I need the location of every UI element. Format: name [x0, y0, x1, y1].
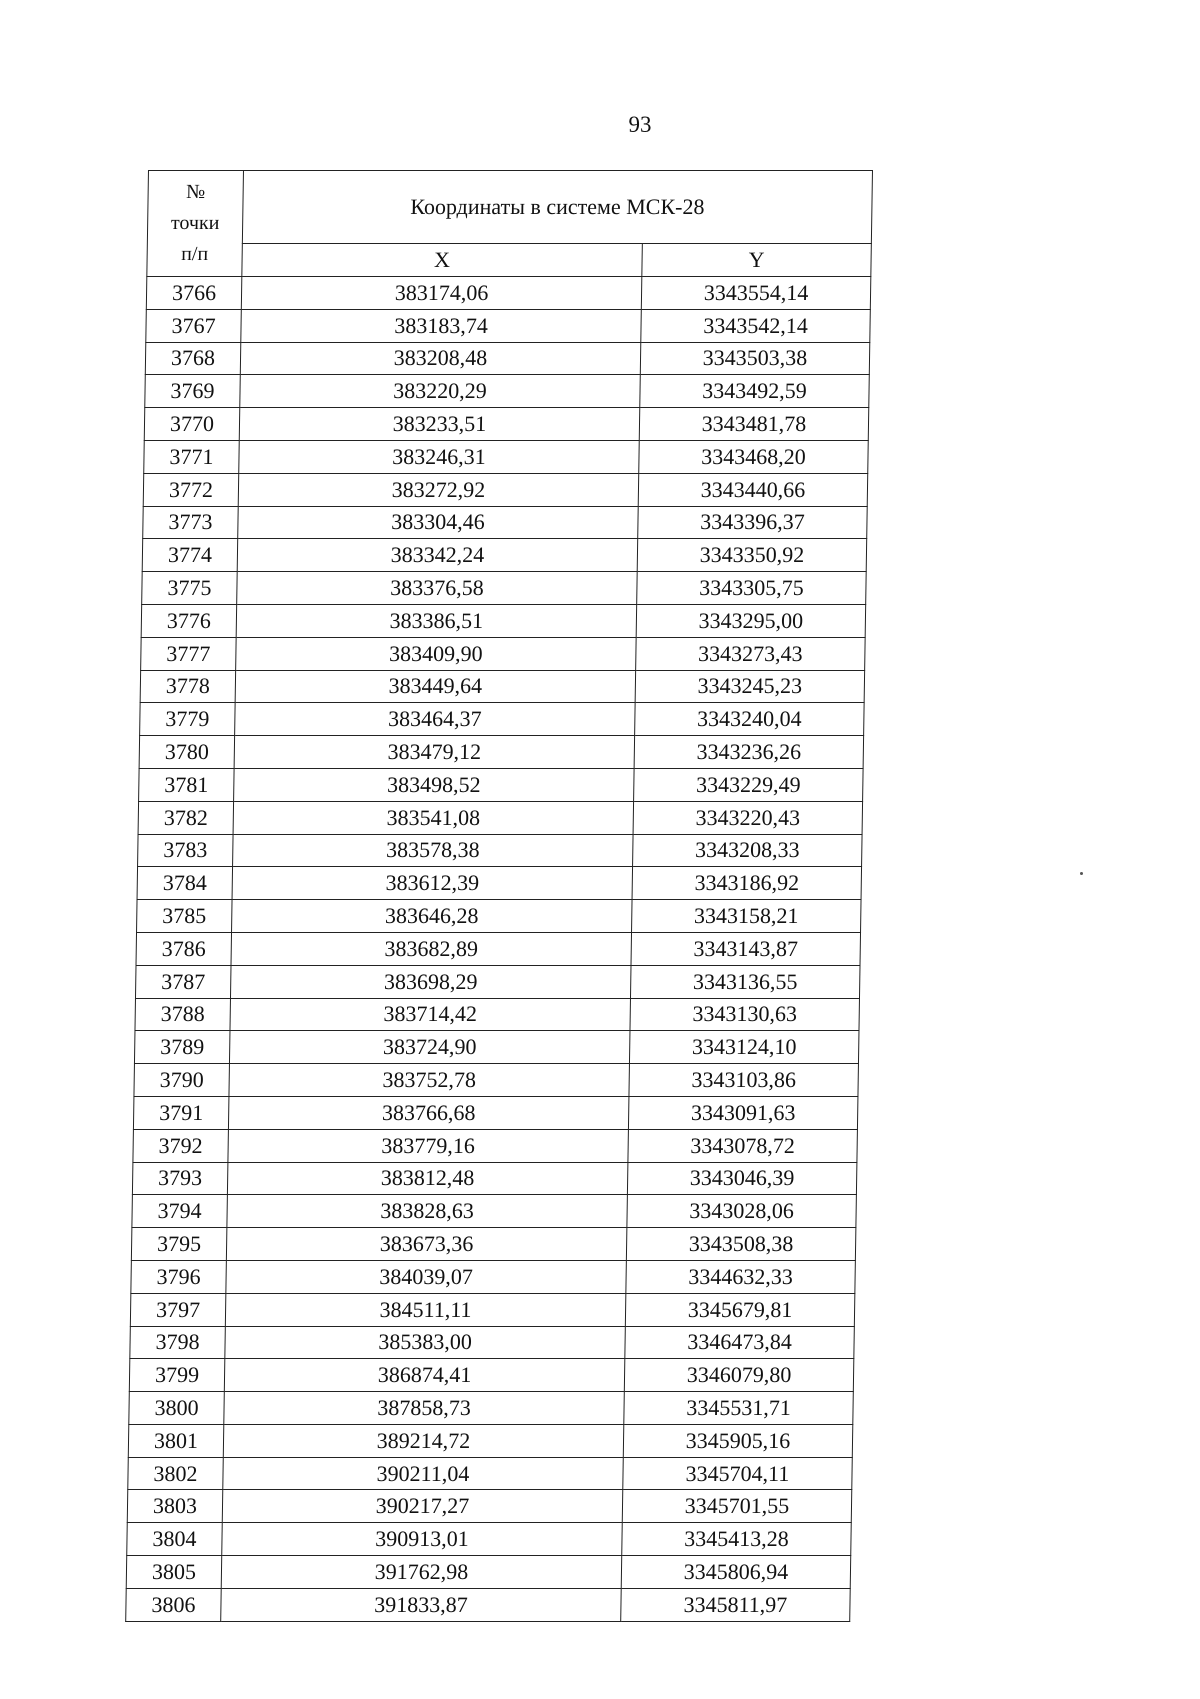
point-number-cell: 3788	[135, 998, 231, 1031]
point-number-cell: 3785	[137, 900, 233, 933]
y-coordinate-cell: 3343481,78	[639, 408, 869, 441]
y-coordinate-cell: 3343236,26	[634, 736, 864, 769]
y-coordinate-cell: 3343091,63	[628, 1096, 858, 1129]
x-coordinate-cell: 383612,39	[232, 867, 633, 900]
x-coordinate-cell: 389214,72	[223, 1424, 624, 1457]
x-coordinate-cell: 383752,78	[229, 1064, 630, 1097]
x-coordinate-cell: 383646,28	[232, 900, 633, 933]
point-number-cell: 3767	[146, 309, 242, 342]
point-number-cell: 3779	[140, 703, 236, 736]
y-coordinate-cell: 3343305,75	[637, 572, 867, 605]
table-row	[135, 998, 860, 1031]
y-coordinate-cell: 3343046,39	[627, 1162, 857, 1195]
point-number-cell: 3783	[138, 834, 234, 867]
x-coordinate-cell: 383183,74	[241, 309, 642, 342]
x-coordinate-cell: 383464,37	[235, 703, 636, 736]
y-coordinate-cell: 3343078,72	[628, 1129, 858, 1162]
table-row	[141, 637, 866, 670]
x-coordinate-cell: 383304,46	[238, 506, 639, 539]
x-coordinate-cell: 383174,06	[241, 277, 642, 310]
y-coordinate-cell: 3343350,92	[637, 539, 867, 572]
x-coordinate-cell: 383376,58	[237, 572, 638, 605]
x-coordinate-cell: 383779,16	[228, 1129, 629, 1162]
point-number-cell: 3776	[141, 604, 237, 637]
y-coordinate-cell: 3343468,20	[639, 440, 869, 473]
point-number-cell: 3769	[145, 375, 241, 408]
point-number-cell: 3782	[138, 801, 234, 834]
x-coordinate-cell: 383714,42	[230, 998, 631, 1031]
table-row	[144, 440, 869, 473]
point-number-header-line2: точки	[170, 212, 220, 234]
x-coordinate-cell: 383233,51	[239, 408, 640, 441]
table-row	[141, 604, 866, 637]
point-number-cell: 3781	[139, 768, 235, 801]
point-number-cell: 3775	[142, 572, 238, 605]
table-row	[140, 703, 865, 736]
point-number-cell: 3787	[135, 965, 231, 998]
y-coordinate-cell: 3343396,37	[638, 506, 868, 539]
x-coordinate-cell: 383272,92	[238, 473, 639, 506]
point-number-cell: 3799	[129, 1359, 225, 1392]
x-coordinate-cell: 383246,31	[239, 440, 640, 473]
x-coordinate-cell: 383498,52	[234, 768, 635, 801]
table-row	[131, 1228, 856, 1261]
point-number-cell: 3801	[128, 1424, 224, 1457]
y-coordinate-cell: 3343554,14	[641, 277, 871, 310]
point-number-cell: 3766	[146, 277, 242, 310]
y-coordinate-cell: 3345811,97	[621, 1588, 851, 1621]
y-coordinate-cell: 3345531,71	[624, 1392, 854, 1425]
table-row	[142, 539, 867, 572]
x-coordinate-cell: 383386,51	[236, 604, 637, 637]
y-coordinate-cell: 3343208,33	[633, 834, 863, 867]
point-number-cell: 3798	[130, 1326, 226, 1359]
x-coordinate-cell: 383698,29	[230, 965, 631, 998]
y-coordinate-cell: 3343186,92	[632, 867, 862, 900]
x-coordinate-cell: 383342,24	[237, 539, 638, 572]
x-coordinate-cell: 385383,00	[225, 1326, 626, 1359]
y-coordinate-cell: 3343028,06	[627, 1195, 857, 1228]
y-coordinate-cell: 3343130,63	[630, 998, 860, 1031]
x-coordinate-cell: 391762,98	[221, 1556, 622, 1589]
table-row	[129, 1359, 854, 1392]
table-row	[130, 1293, 855, 1326]
x-coordinate-cell: 383673,36	[226, 1228, 627, 1261]
table-row	[143, 506, 868, 539]
y-coordinate-cell: 3343492,59	[640, 375, 870, 408]
table-row	[139, 768, 864, 801]
table-row	[134, 1064, 859, 1097]
point-number-cell: 3771	[144, 440, 240, 473]
table-row	[127, 1523, 852, 1556]
x-coordinate-cell: 387858,73	[224, 1392, 625, 1425]
table-row	[134, 1031, 859, 1064]
table-row	[137, 900, 862, 933]
table-row	[131, 1260, 856, 1293]
x-coordinate-cell: 386874,41	[224, 1359, 625, 1392]
table-row	[130, 1326, 855, 1359]
point-number-cell: 3792	[133, 1129, 229, 1162]
point-number-header	[147, 171, 244, 277]
point-number-header-line1: №	[185, 181, 206, 203]
table-header	[147, 171, 873, 277]
y-coordinate-cell: 3343124,10	[629, 1031, 859, 1064]
y-coordinate-cell: 3346079,80	[624, 1359, 854, 1392]
x-coordinate-cell: 383828,63	[227, 1195, 628, 1228]
coordinates-system-header: Координаты в системе МСК-28	[242, 171, 872, 244]
table-row	[139, 736, 864, 769]
point-number-cell: 3791	[133, 1096, 229, 1129]
table-body	[126, 277, 871, 1622]
point-number-cell: 3800	[129, 1392, 225, 1425]
x-coordinate-cell: 383766,68	[228, 1096, 629, 1129]
x-coordinate-cell: 383208,48	[240, 342, 641, 375]
point-number-cell: 3793	[132, 1162, 228, 1195]
y-coordinate-cell: 3343503,38	[640, 342, 870, 375]
table-row	[143, 473, 868, 506]
y-coordinate-cell: 3345905,16	[623, 1424, 853, 1457]
x-coordinate-cell: 383479,12	[234, 736, 635, 769]
x-coordinate-cell: 384511,11	[225, 1293, 626, 1326]
point-number-cell: 3784	[137, 867, 233, 900]
table-row	[137, 867, 862, 900]
y-coordinate-cell: 3345806,94	[621, 1556, 851, 1589]
y-coordinate-cell: 3345679,81	[625, 1293, 855, 1326]
y-coordinate-cell: 3343542,14	[641, 309, 871, 342]
table-row	[135, 965, 860, 998]
y-coordinate-cell: 3345413,28	[622, 1523, 852, 1556]
y-column-header: Y	[642, 244, 872, 277]
x-coordinate-cell: 383812,48	[227, 1162, 628, 1195]
point-number-cell: 3794	[132, 1195, 228, 1228]
x-coordinate-cell: 383578,38	[233, 834, 634, 867]
x-coordinate-cell: 390211,04	[223, 1457, 624, 1490]
y-coordinate-cell: 3343103,86	[629, 1064, 859, 1097]
page-number: 93	[628, 112, 652, 137]
y-coordinate-cell: 3343295,00	[636, 604, 866, 637]
point-number-cell: 3768	[145, 342, 241, 375]
point-number-cell: 3772	[143, 473, 239, 506]
table-row	[132, 1195, 857, 1228]
point-number-cell: 3789	[134, 1031, 230, 1064]
y-coordinate-cell: 3343273,43	[636, 637, 866, 670]
point-number-cell: 3786	[136, 932, 232, 965]
table-row	[132, 1162, 857, 1195]
table-row	[133, 1096, 858, 1129]
table-row	[136, 932, 861, 965]
x-coordinate-cell: 383449,64	[235, 670, 636, 703]
point-number-cell: 3795	[131, 1228, 227, 1261]
table-row	[145, 342, 870, 375]
point-number-cell: 3773	[143, 506, 239, 539]
x-coordinate-cell: 383682,89	[231, 932, 632, 965]
x-coordinate-cell: 383220,29	[240, 375, 641, 408]
table-row	[129, 1392, 854, 1425]
point-number-cell: 3806	[126, 1588, 222, 1621]
point-number-cell: 3778	[140, 670, 236, 703]
table-row	[128, 1424, 853, 1457]
x-coordinate-cell: 390217,27	[222, 1490, 623, 1523]
coordinates-table	[125, 170, 873, 1622]
table-row	[126, 1556, 851, 1589]
y-coordinate-cell: 3346473,84	[625, 1326, 855, 1359]
y-coordinate-cell: 3343508,38	[626, 1228, 856, 1261]
table-row	[144, 408, 869, 441]
y-coordinate-cell: 3343440,66	[638, 473, 868, 506]
y-coordinate-cell: 3343229,49	[634, 768, 864, 801]
y-coordinate-cell: 3343220,43	[633, 801, 863, 834]
point-number-cell: 3777	[141, 637, 237, 670]
x-column-header: X	[242, 244, 643, 277]
point-number-cell: 3802	[128, 1457, 224, 1490]
point-number-cell: 3797	[130, 1293, 226, 1326]
point-number-header-line3: п/п	[181, 243, 209, 265]
point-number-cell: 3796	[131, 1260, 227, 1293]
point-number-cell: 3804	[127, 1523, 223, 1556]
y-coordinate-cell: 3344632,33	[626, 1260, 856, 1293]
table-row	[145, 375, 870, 408]
point-number-cell: 3780	[139, 736, 235, 769]
table-row	[142, 572, 867, 605]
point-number-cell: 3803	[127, 1490, 223, 1523]
y-coordinate-cell: 3343143,87	[631, 932, 861, 965]
y-coordinate-cell: 3343240,04	[635, 703, 865, 736]
table-row	[140, 670, 865, 703]
table-row	[146, 277, 871, 310]
table-row	[127, 1490, 852, 1523]
x-coordinate-cell: 383541,08	[233, 801, 634, 834]
table-row	[128, 1457, 853, 1490]
x-coordinate-cell: 391833,87	[221, 1588, 622, 1621]
y-coordinate-cell: 3343245,23	[635, 670, 865, 703]
x-coordinate-cell: 383724,90	[229, 1031, 630, 1064]
y-coordinate-cell: 3345704,11	[623, 1457, 853, 1490]
table-row	[126, 1588, 851, 1621]
y-coordinate-cell: 3343158,21	[632, 900, 862, 933]
point-number-cell: 3770	[144, 408, 240, 441]
table-row	[146, 309, 871, 342]
point-number-cell: 3805	[126, 1556, 222, 1589]
x-coordinate-cell: 390913,01	[222, 1523, 623, 1556]
point-number-cell: 3774	[142, 539, 238, 572]
y-coordinate-cell: 3343136,55	[630, 965, 860, 998]
x-coordinate-cell: 384039,07	[226, 1260, 627, 1293]
x-coordinate-cell: 383409,90	[236, 637, 637, 670]
table-row	[133, 1129, 858, 1162]
point-number-cell: 3790	[134, 1064, 230, 1097]
y-coordinate-cell: 3345701,55	[622, 1490, 852, 1523]
scan-speck	[1080, 872, 1083, 875]
table-row	[138, 834, 863, 867]
table-row	[138, 801, 863, 834]
